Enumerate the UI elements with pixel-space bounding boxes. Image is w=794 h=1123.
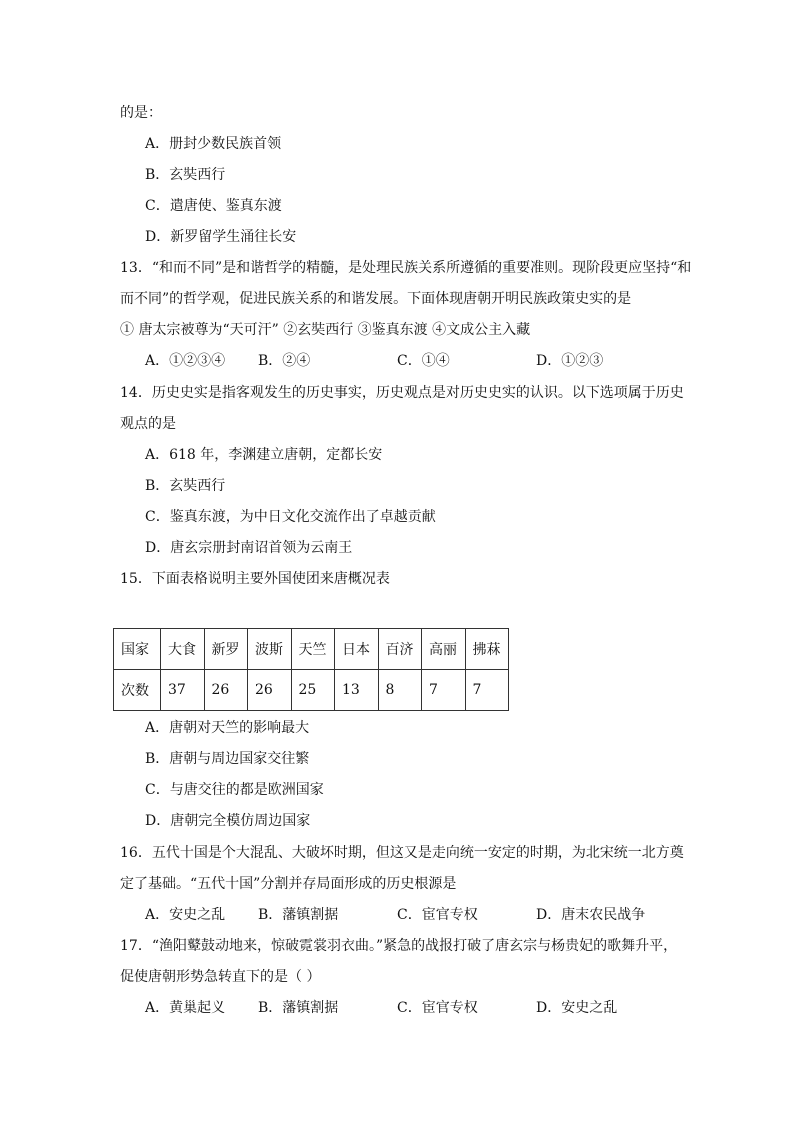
q15-option-b: B．唐朝与周边国家交往繁 xyxy=(145,751,310,767)
q17-option-c: C．宦官专权 xyxy=(397,1000,478,1016)
q17-option-b: B．藩镇割据 xyxy=(258,1000,339,1016)
q13-option-d: D．①②③ xyxy=(536,353,604,369)
q13-stem-line2: 而不同”的哲学观，促进民族关系的和谐发展。下面体现唐朝开明民族政策史实的是 xyxy=(120,291,632,307)
table-cell: 26 xyxy=(248,670,292,711)
q17-stem-line2: 促使唐朝形势急转直下的是（ ） xyxy=(120,969,321,985)
q12-stem-tail: 的是： xyxy=(120,105,162,121)
q12-option-b: B．玄奘西行 xyxy=(145,167,226,183)
table-cell: 高丽 xyxy=(422,629,466,670)
q16-option-b: B．藩镇割据 xyxy=(258,907,339,923)
q17-options xyxy=(0,998,794,1018)
table-cell: 25 xyxy=(291,670,335,711)
q14-stem-line1: 14．历史史实是指客观发生的历史事实，历史观点是对历史史实的认识。以下选项属于历史 xyxy=(120,385,684,401)
q15-option-c: C．与唐交往的都是欧洲国家 xyxy=(145,782,324,798)
table-cell: 天竺 xyxy=(291,629,335,670)
q13-option-c: C．①④ xyxy=(397,353,450,369)
table-cell: 新罗 xyxy=(204,629,248,670)
q16-stem-line2: 定了基础。“五代十国”分割并存局面形成的历史根源是 xyxy=(120,876,457,892)
q13-stem-line1: 13．“和而不同”是和谐哲学的精髓，是处理民族关系所遵循的重要准则。现阶段更应坚持“和 xyxy=(120,260,692,276)
q12-option-c: C．遣唐使、鉴真东渡 xyxy=(145,198,282,214)
q16-option-d: D．唐末农民战争 xyxy=(536,907,646,923)
q13-option-b: B．②④ xyxy=(258,353,311,369)
q16-option-c: C．宦官专权 xyxy=(397,907,478,923)
q13-option-a: A．①②③④ xyxy=(145,353,226,369)
q13-options xyxy=(0,351,794,371)
q14-option-d: D．唐玄宗册封南诏首领为云南王 xyxy=(145,540,353,556)
q15-option-d: D．唐朝完全模仿周边国家 xyxy=(145,813,311,829)
table-row xyxy=(114,670,509,711)
table-header-row xyxy=(114,629,509,670)
table-cell: 大食 xyxy=(161,629,205,670)
table-cell: 26 xyxy=(204,670,248,711)
q17-stem-line1: 17．“渔阳鼙鼓动地来，惊破霓裳羽衣曲。”紧急的战报打破了唐玄宗与杨贵妃的歌舞升平， xyxy=(120,938,678,954)
q17-option-a: A．黄巢起义 xyxy=(145,1000,226,1016)
q14-option-b: B．玄奘西行 xyxy=(145,478,226,494)
q14-option-a: A．618 年，李渊建立唐朝，定都长安 xyxy=(145,447,383,463)
q17-option-d: D．安史之乱 xyxy=(536,1000,618,1016)
q15-stem: 15．下面表格说明主要外国使团来唐概况表 xyxy=(120,571,390,587)
table-cell: 7 xyxy=(465,670,509,711)
table-cell: 8 xyxy=(378,670,422,711)
table-cell: 次数 xyxy=(114,670,161,711)
q12-option-a: A．册封少数民族首领 xyxy=(145,136,282,152)
q12-option-d: D．新罗留学生涌往长安 xyxy=(145,229,297,245)
q16-option-a: A．安史之乱 xyxy=(145,907,226,923)
envoy-table xyxy=(113,628,509,711)
q14-option-c: C．鉴真东渡，为中日文化交流作出了卓越贡献 xyxy=(145,509,436,525)
table-cell: 日本 xyxy=(335,629,379,670)
table-cell: 波斯 xyxy=(248,629,292,670)
q16-stem-line1: 16．五代十国是个大混乱、大破坏时期，但这又是走向统一安定的时期，为北宋统一北方奠 xyxy=(120,845,684,861)
q14-stem-line2: 观点的是 xyxy=(120,416,176,432)
table-cell: 拂菻 xyxy=(465,629,509,670)
table-cell: 国家 xyxy=(114,629,161,670)
table-cell: 37 xyxy=(161,670,205,711)
table-cell: 百济 xyxy=(378,629,422,670)
q16-options xyxy=(0,905,794,925)
q15-option-a: A．唐朝对天竺的影响最大 xyxy=(145,720,310,736)
table-cell: 13 xyxy=(335,670,379,711)
table-cell: 7 xyxy=(422,670,466,711)
q13-items: ① 唐太宗被尊为“天可汗” ②玄奘西行 ③鉴真东渡 ④文成公主入藏 xyxy=(120,322,531,338)
